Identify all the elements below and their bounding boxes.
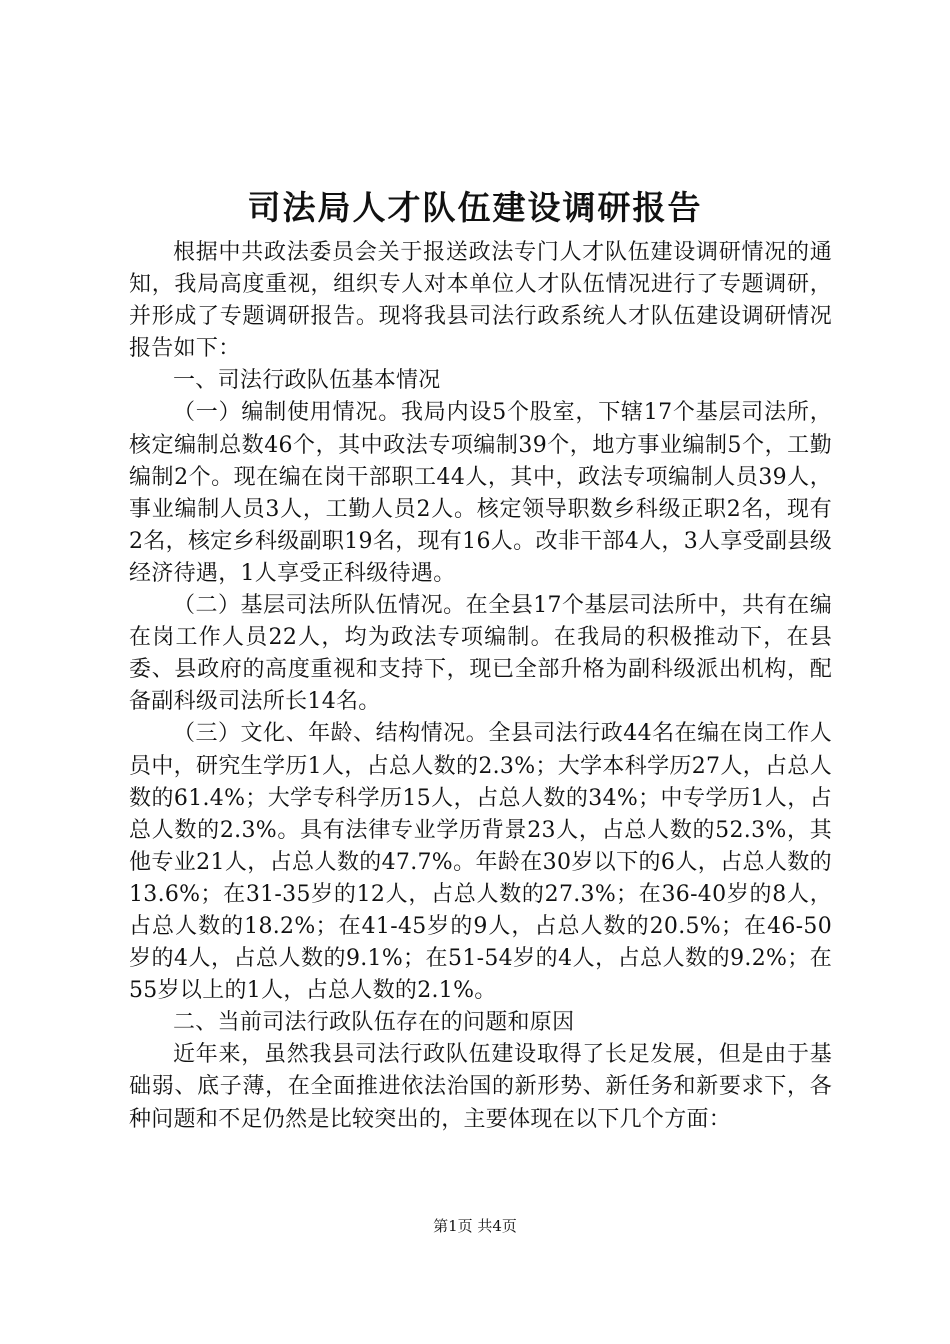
document-body xyxy=(129,237,832,1136)
section-heading-1: 一、司法行政队伍基本情况 xyxy=(173,368,441,394)
section-heading-2: 二、当前司法行政队伍存在的问题和原因 xyxy=(173,1010,575,1036)
intro-paragraph: 根据中共政法委员会关于报送政法专门人才队伍建设调研情况的通知，我局高度重视，组织专人对本单位人才队伍情况进行了专题调研，并形成了专题调研报告。现将我县司法行政系统人才队伍建设调研情况报告如下： xyxy=(129,240,832,362)
page-number-footer: 第1页 共4页 xyxy=(433,1217,517,1235)
paragraph-structure: （三）文化、年龄、结构情况。全县司法行政44名在编在岗工作人员中，研究生学历1人，占总人数的2.3%；大学本科学历27人，占总人数的61.4%；大学专科学历15人，占总人数的34%；中专学历1人，占总人数的2.3%。具有法律专业学历背景23人，占总人数的52.3%，其他专业21人，占总人数的47.7%。年龄在30岁以下的6人，占总人数的13.6%；在31-35岁的12人，占总人数的27.3%；在36-40岁的8人，占总人数的18.2%；在41-45岁的9人，占总人数的20.5%；在46-50岁的4人，占总人数的9.1%；在51-54岁的4人，占总人数的9.2%；在55岁以上的1人，占总人数的2.1%。 xyxy=(129,721,832,1004)
paragraph-grassroots: （二）基层司法所队伍情况。在全县17个基层司法所中，共有在编在岗工作人员22人，均为政法专项编制。在我局的积极推动下，在县委、县政府的高度重视和支持下，现已全部升格为副科级派出机构，配备副科级司法所长14名。 xyxy=(129,593,832,715)
paragraph-staffing: （一）编制使用情况。我局内设5个股室，下辖17个基层司法所，核定编制总数46个，其中政法专项编制39个，地方事业编制5个，工勤编制2个。现在编在岗干部职工44人，其中，政法专项编制人员39人，事业编制人员3人，工勤人员2人。核定领导职数乡科级正职2名，现有2名，核定乡科级副职19名，现有16人。改非干部4人，3人享受副县级经济待遇，1人享受正科级待遇。 xyxy=(129,400,832,586)
paragraph-problems-intro: 近年来，虽然我县司法行政队伍建设取得了长足发展，但是由于基础弱、底子薄，在全面推进依法治国的新形势、新任务和新要求下，各种问题和不足仍然是比较突出的，主要体现在以下几个方面： xyxy=(129,1042,832,1132)
document-title: 司法局人才队伍建设调研报告 xyxy=(247,188,703,227)
